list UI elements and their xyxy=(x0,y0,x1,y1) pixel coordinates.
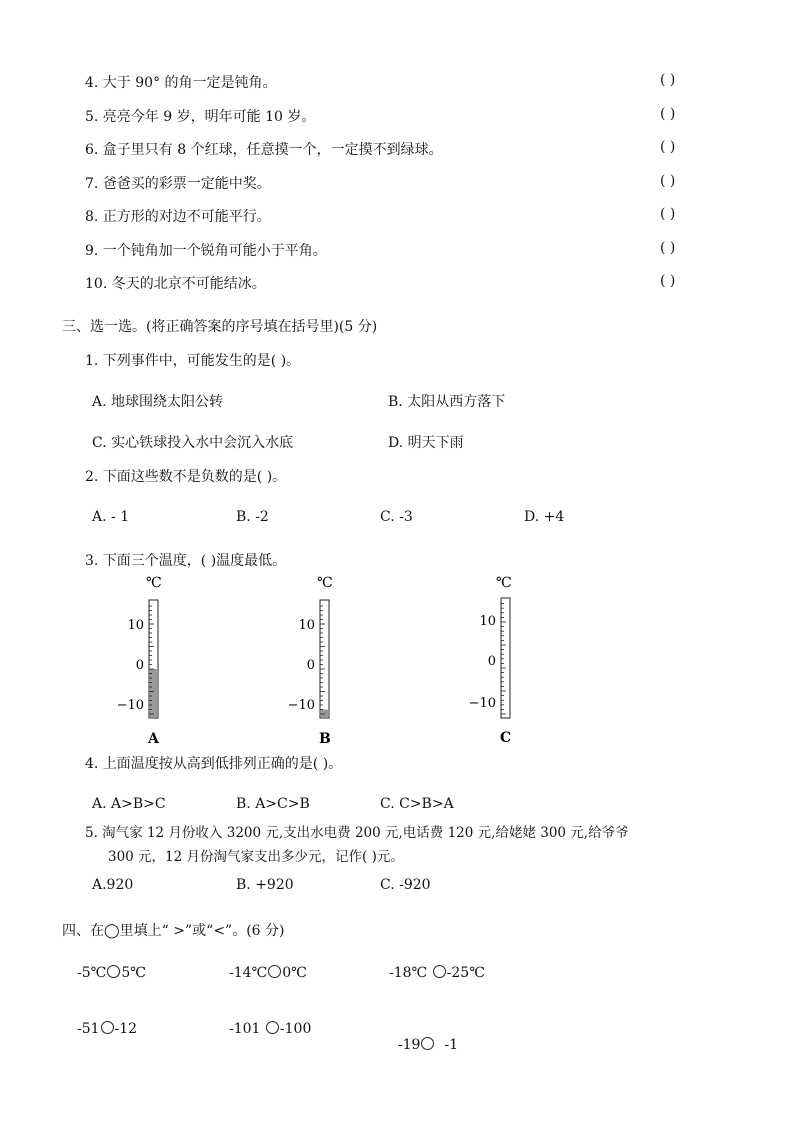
tf-question: 7. 爸爸买的彩票一定能中奖。 xyxy=(85,176,271,192)
compare-left: -18℃ xyxy=(389,965,432,981)
q2-stem: 2. 下面这些数不是负数的是( )。 xyxy=(85,469,287,485)
compare-right: -12 xyxy=(114,1021,138,1037)
tf-item xyxy=(85,173,715,195)
compare-circle[interactable] xyxy=(266,1021,279,1034)
thermometer-label: C xyxy=(500,730,512,746)
tick-label-10: 10 xyxy=(298,618,315,633)
tick-label-minus-10: −10 xyxy=(287,698,315,713)
q4-stem: 4. 上面温度按从高到低排列正确的是( )。 xyxy=(85,756,343,772)
thermometer-c-svg xyxy=(470,568,540,747)
thermometer-label: A xyxy=(148,731,159,747)
tf-item xyxy=(85,72,715,94)
compare-right: -1 xyxy=(435,1037,458,1053)
compare-circle[interactable] xyxy=(433,965,446,978)
q5-option-b: B. +920 xyxy=(236,877,294,893)
unit-label: ℃ xyxy=(146,575,162,591)
q1-option-a: A. 地球围绕太阳公转 xyxy=(92,394,224,410)
compare-item xyxy=(229,1021,311,1037)
q2-option-d: D. +4 xyxy=(524,509,565,525)
tf-item xyxy=(85,206,715,228)
q5-option-c: C. -920 xyxy=(380,877,431,893)
answer-paren[interactable]: ( ) xyxy=(660,72,676,88)
compare-right: 0℃ xyxy=(282,965,307,981)
tf-item xyxy=(85,139,715,161)
answer-paren[interactable]: ( ) xyxy=(660,206,676,222)
thermometer-a-svg xyxy=(118,572,188,747)
thermometer-b-svg xyxy=(287,572,361,747)
tf-question: 5. 亮亮今年 9 岁，明年可能 10 岁。 xyxy=(85,109,316,125)
unit-label: ℃ xyxy=(496,575,512,591)
compare-left: -101 xyxy=(229,1021,265,1037)
section-3-title: 三、选一选。(将正确答案的序号填在括号里)(5 分) xyxy=(62,319,378,335)
tf-question: 4. 大于 90° 的角一定是钝角。 xyxy=(85,75,277,91)
compare-left: -51 xyxy=(77,1021,100,1037)
q5-stem-line2: 300 元，12 月份淘气家支出多少元，记作( )元。 xyxy=(108,849,404,865)
tf-item xyxy=(85,106,715,128)
mercury-column xyxy=(321,710,328,718)
section-4-title: 四、在◯里填上“ >”或“<”。(6 分) xyxy=(62,923,285,939)
answer-paren[interactable]: ( ) xyxy=(660,106,676,122)
q2-option-a: A. - 1 xyxy=(92,509,130,525)
compare-item xyxy=(389,1021,458,1053)
thermometer-b xyxy=(287,572,361,747)
thermometer-c xyxy=(470,568,540,747)
q1-option-d: D. 明天下雨 xyxy=(388,435,464,451)
compare-right: -25℃ xyxy=(446,965,485,981)
compare-right: -100 xyxy=(279,1021,312,1037)
compare-item xyxy=(389,965,485,981)
unit-label: ℃ xyxy=(317,575,333,591)
q5-stem-line1: 5. 淘气家 12 月份收入 3200 元,支出水电费 200 元,电话费 120 元,给姥姥 300 元,给爷爷 xyxy=(85,825,629,841)
q4-option-b: B. A>C>B xyxy=(236,796,310,812)
compare-left: -5℃ xyxy=(77,965,107,981)
q2-option-c: C. -3 xyxy=(380,509,413,525)
tf-question: 9. 一个钝角加一个锐角可能小于平角。 xyxy=(85,243,327,259)
answer-paren[interactable]: ( ) xyxy=(660,173,676,189)
q4-option-a: A. A>B>C xyxy=(92,796,166,812)
thermometer-a xyxy=(118,572,188,747)
tf-item xyxy=(85,273,715,295)
compare-circle[interactable] xyxy=(107,965,120,978)
q4-option-c: C. C>B>A xyxy=(380,796,454,812)
compare-item xyxy=(77,965,146,981)
tf-question: 8. 正方形的对边不可能平行。 xyxy=(85,209,271,225)
tick-label-minus-10: −10 xyxy=(468,696,496,711)
compare-circle[interactable] xyxy=(421,1037,434,1050)
answer-paren[interactable]: ( ) xyxy=(660,273,676,289)
tf-question: 10. 冬天的北京不可能结冰。 xyxy=(85,276,266,292)
tick-label-0: 0 xyxy=(487,654,496,669)
q1-stem: 1. 下列事件中，可能发生的是( )。 xyxy=(85,353,301,369)
compare-circle[interactable] xyxy=(268,965,281,978)
q2-option-b: B. -2 xyxy=(236,509,269,525)
answer-paren[interactable]: ( ) xyxy=(660,240,676,256)
tf-item xyxy=(85,240,715,262)
thermometer-label: B xyxy=(319,731,331,747)
compare-item xyxy=(77,1021,137,1037)
compare-right: 5℃ xyxy=(121,965,146,981)
q1-option-b: B. 太阳从西方落下 xyxy=(388,394,506,410)
tick-label-minus-10: −10 xyxy=(116,698,144,713)
tick-label-10: 10 xyxy=(479,614,496,629)
q5-option-a: A.920 xyxy=(92,877,134,893)
compare-item xyxy=(229,965,307,981)
tick-label-0: 0 xyxy=(306,658,315,673)
compare-circle[interactable] xyxy=(101,1021,114,1034)
compare-left: -14℃ xyxy=(229,965,268,981)
q3-stem: 3. 下面三个温度，( )温度最低。 xyxy=(85,553,287,569)
tick-label-0: 0 xyxy=(135,658,144,673)
q1-option-c: C. 实心铁球投入水中会沉入水底 xyxy=(92,435,294,451)
compare-left: -19 xyxy=(397,1037,421,1053)
tick-label-10: 10 xyxy=(127,618,144,633)
tf-question: 6. 盒子里只有 8 个红球，任意摸一个，一定摸不到绿球。 xyxy=(85,142,443,158)
answer-paren[interactable]: ( ) xyxy=(660,139,676,155)
